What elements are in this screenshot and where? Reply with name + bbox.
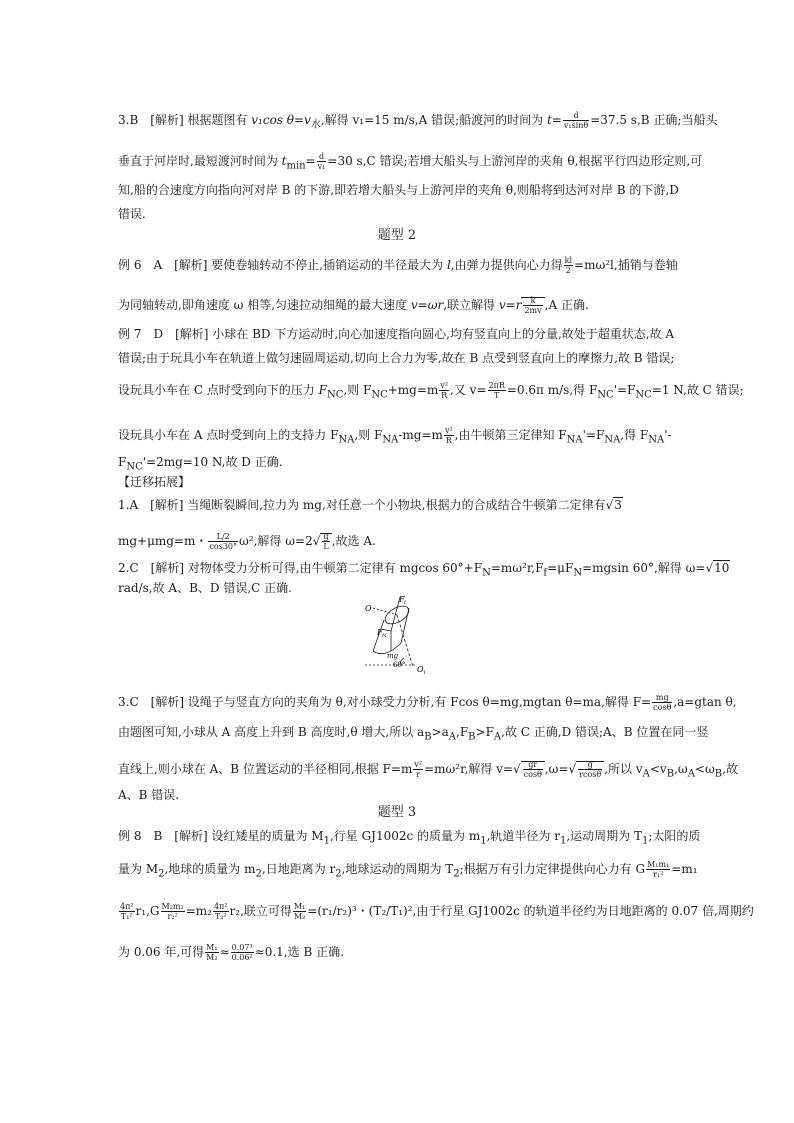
e1-line-2 [118,532,678,551]
ex7-line-4 [118,426,678,448]
ex6-text: l [446,258,451,272]
sqrt-sign: √ [512,762,521,776]
ex8-line-4 [118,943,678,962]
ex8-sub: 1 [559,835,567,847]
ex7-sub: NC [371,389,388,401]
ex7-text: F [118,455,127,469]
ex6-text: ,联立解得 [443,298,499,312]
fraction-denominator: r [416,770,421,779]
ex7-text: ,则 F [354,428,383,442]
sqrt-sign: √ [568,762,577,776]
label-o1-sub: 1 [423,670,427,676]
q3b-line-1 [118,111,718,133]
sqrt [521,296,544,315]
ex8-text: ;根据万有引力定律提供向心力有 G [459,862,646,876]
e2-line-2: rad/s,故 A、B、D 错误,C 正确. [118,581,292,595]
label-angle: 60° [393,661,406,669]
ex8-sub: 2 [335,868,342,880]
e3-sub: B [666,768,675,780]
ex7-text: '=F [613,383,636,397]
fraction [119,902,135,921]
ex8-text: ,地球运动的周期为 T [341,862,454,876]
ex8-sub: 1 [323,835,330,847]
fraction-denominator: 0.06² [231,953,253,962]
fraction-numerator: gr [523,760,543,770]
fraction-denominator: v₁sinθ [563,121,589,130]
fraction-denominator: T [494,391,500,400]
ex7-text: 设玩具小车在 C 点时受到向下的压力 [118,383,319,397]
ex7-text: '=F [582,428,605,442]
e3-text: ,F [456,725,469,739]
e3-text: <v [649,762,667,776]
e1-text: ,故选 A. [331,534,376,548]
ex7-text: F [318,383,327,397]
fraction [317,152,327,171]
ex7-text: ,由牛顿第三定律知 F [454,428,567,442]
label-fn-sub: N [382,633,387,639]
e2-sub: f [543,567,548,579]
fraction-numerator: k [523,296,542,306]
ex7-text: 设玩具小车在 A 点时受到向上的支持力 F [118,428,339,442]
fraction [205,943,218,962]
ex8-text: r₁,G [135,904,160,918]
sqrt-content: 10 [714,561,730,575]
q3b-text: = [305,154,316,168]
q3b-text: t [281,154,287,168]
fraction-denominator: 2mv [524,306,542,315]
ex6-text: ,A 正确. [544,298,589,312]
e1-text: mg+μmg=m・ [118,534,208,548]
sqrt-sign: √ [705,561,714,575]
fraction-denominator: cosθ [653,703,672,712]
q3b-sub: min [286,160,306,172]
e3-line-4: A、B 错误. [118,788,180,802]
fraction-numerator: 4π² [120,902,134,911]
fraction-numerator: d [317,152,327,162]
e1-text: 1.A [解析] 当绳断裂瞬间,拉力为 mg,对任意一个小物块,根据力的合成结合牛顿第二定律有 [118,498,606,512]
e1-text: ω²,解得 ω=2 [239,534,313,548]
ex7-sub: NC [597,389,614,401]
e3-sub: A [642,768,650,780]
fraction [563,111,589,130]
e3-sub: A [687,768,695,780]
fraction [564,256,573,275]
e3-text: ,所以 v [604,762,643,776]
fraction-numerator: kl [564,256,573,265]
e2-sub: N [573,567,583,579]
fraction-numerator: M₁ [293,902,306,911]
ex7-line-5 [118,454,678,475]
e3-text: 直线上,则小球在 A、B 位置运动的半径相同,根据 F=m [118,762,413,776]
ex6-line-2 [118,296,678,315]
ex8-text: 量为 M [118,862,159,876]
e3-line-3 [118,760,738,782]
e3-text: ,ω [674,762,688,776]
q3b-text: =37.5 s,B 正确;当船头 [590,113,718,127]
ex7-sub: NA [566,434,583,446]
fraction-numerator: g [323,532,329,541]
extension-title: 【迁移拓展】 [118,475,191,489]
section-title-3: 题型 3 [377,805,417,820]
fraction-numerator: 4π² [213,902,228,911]
fraction [439,381,449,400]
ex7-sub: NA [338,434,355,446]
e3-text: >a [431,725,449,739]
ex8-sub: 2 [158,868,165,880]
q3b-line-3: 知,船的合速度方向指向河对岸 B 的下游,即若增大船头与上游河岸的夹角 θ,则船将到达河对岸 B 的下游,D [118,183,679,197]
fraction-numerator: v² [414,760,423,769]
rotation-axis [397,615,413,667]
e3-text: =mω²r,解得 v= [424,762,513,776]
ex7-sub: NC [126,461,143,473]
sqrt [521,760,545,779]
ex8-text: =m₁ [671,862,698,876]
ex7-sub: NC [635,389,652,401]
ex8-sub: 2 [255,868,262,880]
ex7-sub: NC [326,389,344,401]
fraction-denominator: T₁² [120,912,133,921]
ex8-text: ≈ [219,945,230,959]
ex7-text: ,则 F [343,383,372,397]
q3b-text: v₁cos θ=v [251,113,311,127]
fraction-denominator: rcosθ [579,770,602,779]
e3-sub: A [493,731,502,743]
fraction-denominator: 2 [565,266,571,275]
ex8-text: ,日地距离为 r [261,862,336,876]
fraction-denominator: M₂ [206,953,218,962]
fraction [523,760,543,779]
ex8-text: =m₂ [185,904,212,918]
ex8-line-3 [118,902,754,921]
fraction [444,426,454,445]
ex8-line-2 [118,860,698,882]
fraction-denominator: L [323,542,329,551]
ex6-text: v=r [498,298,522,312]
sqrt [576,760,604,779]
fraction-numerator: L/2 [208,532,238,542]
fraction-numerator: g [578,760,602,770]
fraction [523,296,542,315]
ex8-text: (r₁/r₂)³・(T₂/T₁)² [317,904,413,918]
ex7-sub: NA [604,434,621,446]
ex8-text: ,由于行星 GJ1002c 的轨道半径约为日地距离的 0.07 倍,周期约 [412,904,754,918]
fraction [413,760,423,779]
q3b-text: v₁=15 m/s,A 错误;船渡河的时间为 [352,113,547,127]
e1-line-1 [118,497,678,513]
ex7-sub: NA [648,434,665,446]
ex6-text: =mω²l,插销与卷轴 [574,258,678,272]
fraction [652,693,672,712]
label-o: O [365,604,372,613]
fraction-numerator: M₁m₁ [647,860,670,869]
ex7-text: -mg=m [398,428,443,442]
q3b-text: t= [546,113,562,127]
fraction [293,902,306,921]
e3-sub: B [424,731,432,743]
ex8-text: 为 0.06 年,可得 [118,945,205,959]
ex6-text: ,由弹力提供向心力得 [450,258,563,272]
ex8-text: ;太阳的质 [648,829,701,843]
fraction-numerator: 0.07³ [231,943,253,952]
label-ff: F [399,595,405,604]
fraction-numerator: M₁ [206,943,218,952]
ex6-line-1 [118,256,678,275]
fraction-numerator: v² [444,426,453,435]
e3-text: ,故 C 正确,D 错误;A、B 位置在同一竖 [501,725,709,739]
q3b-text: 垂直于河岸时,最短渡河时间为 [118,154,282,168]
ex6-text: 例 6 A [解析] 要使卷轴转动不停止,插销运动的半径最大为 [118,258,447,272]
ex7-text: =1 N,故 C 错误; [651,383,744,397]
ex8-text: r₂,联立可得 [229,904,292,918]
ex7-text: '=2mg=10 N,故 D 正确. [142,455,283,469]
q3b-sub: 水 [310,119,321,131]
fraction-denominator: cos30° [209,542,238,551]
ex6-text: v=ωr [410,298,444,312]
e3-text: 由题图可知,小球从 A 高度上升到 B 高度时,θ 增大,所以 a [118,725,425,739]
label-fn: F [377,628,383,637]
ex8-text: ,地球的质量为 m [164,862,256,876]
fraction-denominator: v₁ [317,162,326,171]
fraction-numerator: M₂m₂ [161,902,184,911]
e3-sub: B [714,768,723,780]
e2-text: 2.C [解析] 对物体受力分析可得,由牛顿第二定律有 mgcos 60°+F [118,561,483,575]
ex8-text: 例 8 B [解析] 设红矮星的质量为 M [118,829,324,843]
label-o1: O [417,665,424,674]
e2-text: =mω²r,F [490,561,544,575]
fraction-numerator: v² [440,381,449,390]
ex8-sub: 1 [480,835,487,847]
q3b-text: 3.B [解析] 根据题图有 [118,113,252,127]
sqrt-sign: √ [312,534,321,548]
e3-line-1 [118,693,737,712]
sqrt [320,532,331,551]
ex7-text: '- [664,428,672,442]
ex8-line-1 [118,828,701,849]
fraction [208,532,238,551]
force-diagram [355,593,437,680]
q3b-text: ,解得 [320,113,353,127]
fraction [646,860,670,879]
label-mg: mg [387,652,399,660]
ex8-text: = [307,904,318,918]
ex8-text: ≈0.1,选 B 正确. [254,945,344,959]
q3b-line-4: 错误. [118,207,146,221]
q3b-line-2 [118,152,703,174]
fraction-numerator: mg [652,693,672,703]
sqrt-content: 3 [614,498,622,512]
e2-sub: N [482,567,491,579]
ex8-sub: 2 [453,868,460,880]
fraction-denominator: r₂² [167,912,178,921]
ex8-text: ,轨道半径为 r [486,829,560,843]
e3-line-2 [118,724,709,745]
e2-text: =mgsin 60°,解得 ω= [582,561,706,575]
ex8-text: ,运动周期为 T [566,829,642,843]
fraction [231,943,254,962]
e2-text: =μF [547,561,574,575]
fraction [578,760,602,779]
e3-sub: B [468,731,476,743]
e3-sub: A [448,731,457,743]
section-title-2: 题型 2 [377,228,417,243]
ex7-sub: NA [382,434,399,446]
e3-text: >F [475,725,494,739]
fraction-numerator: 2πR [488,381,505,390]
ex7-text: ,又 v= [450,383,487,397]
sqrt-sign: √ [605,498,614,512]
ex7-text: ,得 F [620,428,649,442]
fraction [213,902,229,921]
cylinder-right-edge [401,608,409,643]
fraction-denominator: R [445,436,452,445]
ex7-line-3 [118,381,744,403]
fraction-numerator: d [563,111,589,121]
fraction [322,532,329,551]
e3-text: 3.C [解析] 设绳子与竖直方向的夹角为 θ,对小球受力分析,有 Fcos θ=mg,mgtan θ=ma,解得 F= [118,695,652,709]
label-ff-sub: f [404,600,406,606]
fraction-denominator: R [441,391,448,400]
ex7-line-1: 例 7 D [解析] 小球在 BD 下方运动时,向心加速度指向圆心,均有竖直向上的分量,故处于超重状态,故 A [118,327,675,341]
e3-text: ,a=gtan θ, [673,695,737,709]
e2-line-1 [118,560,730,581]
fraction [488,381,506,400]
fraction-denominator: r₁² [653,870,664,879]
ex7-text: =0.6π m/s,得 F [506,383,598,397]
ex6-text: 为同轴转动,即角速度 ω 相等,匀速拉动细绳的最大速度 [118,298,411,312]
fraction-denominator: cosθ [523,770,542,779]
fraction-denominator: T₂² [214,912,227,921]
q3b-text: =30 s,C 错误;若增大船头与上游河岸的夹角 θ,根据平行四边形定则,可 [327,154,703,168]
ex8-text: ,行星 GJ1002c 的质量为 m [329,829,481,843]
ex7-line-2: 错误;由于玩具小车在轨道上做匀速圆周运动,切向上合力为零,故在 B 点受到竖直向上的摩擦力,故 B 错误; [118,351,675,365]
fraction [161,902,185,921]
e3-text: ,ω= [544,762,569,776]
ex8-sub: 1 [642,835,649,847]
ex7-text: +mg=m [387,383,439,397]
fraction-denominator: M₂ [293,912,306,921]
e3-text: ,故 [722,762,738,776]
e3-text: <ω [694,762,715,776]
